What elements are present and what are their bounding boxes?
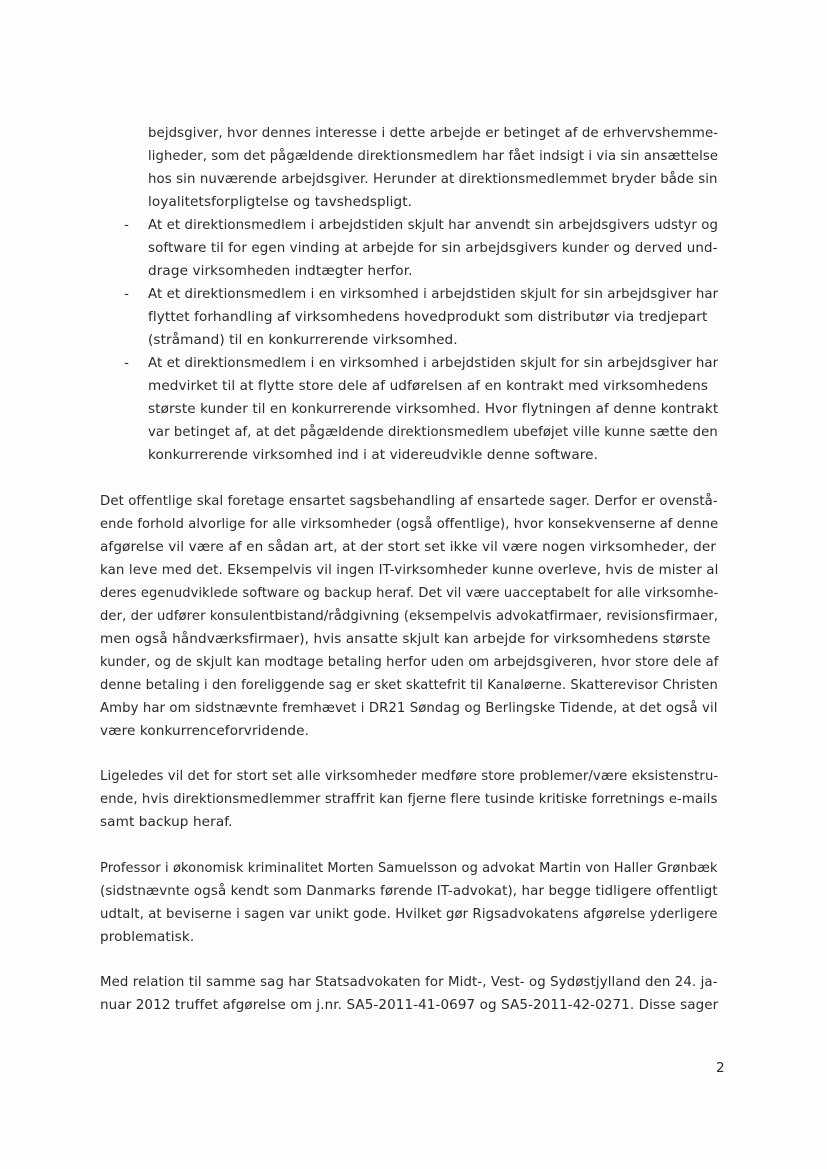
- text-line: Med relation til samme sag har Statsadvokaten for Midt-, Vest- og Sydøstjylland den 24. ja-: [100, 974, 718, 990]
- text-line: men også håndværksfirmaer), hvis ansatte skjult kan arbejde for virksomhedens største: [100, 631, 711, 647]
- text-line: ende, hvis direktionsmedlemmer straffrit kan fjerne flere tusinde kritiske forretnings e-mails: [100, 791, 718, 807]
- text-line: være konkurrenceforvridende.: [100, 723, 310, 739]
- bullet-marker: -: [124, 355, 129, 371]
- text-line: medvirket til at flytte store dele af udførelsen af en kontrakt med virksomhedens: [148, 378, 709, 394]
- page-number: 2: [716, 1060, 725, 1076]
- bullet-marker: -: [124, 217, 129, 233]
- text-line: Professor i økonomisk kriminalitet Morten Samuelsson og advokat Martin von Haller Grønbæk: [100, 860, 718, 876]
- text-line: ende forhold alvorlige for alle virksomheder (også offentlige), hvor konsekvenserne af denne: [100, 516, 719, 532]
- text-line: kan leve med det. Eksempelvis vil ingen IT-virksomheder kunne overleve, hvis de mister al: [100, 562, 719, 578]
- text-line: bejdsgiver, hvor dennes interesse i dette arbejde er betinget af de erhvervshemme-: [148, 125, 719, 141]
- text-line: At et direktionsmedlem i arbejdstiden skjult har anvendt sin arbejdsgivers udstyr og: [148, 217, 719, 233]
- text-line: (sidstnævnte også kendt som Danmarks førende IT-advokat), har begge tidligere offentligt: [100, 883, 718, 899]
- text-line: største kunder til en konkurrerende virksomhed. Hvor flytningen af denne kontrakt: [148, 401, 719, 417]
- text-line: samt backup heraf.: [100, 814, 233, 830]
- text-line: konkurrerende virksomhed ind i at videreudvikle denne software.: [148, 447, 599, 463]
- text-line: (stråmand) til en konkurrerende virksomhed.: [148, 332, 458, 348]
- text-line: software til for egen vinding at arbejde for sin arbejdsgivers kunder og derved und-: [148, 240, 718, 256]
- text-line: var betinget af, at det pågældende direktionsmedlem ubeføjet ville kunne sætte den: [148, 424, 718, 440]
- text-line: drage virksomheden indtægter herfor.: [148, 263, 413, 279]
- text-line: flyttet forhandling af virksomhedens hovedprodukt som distributør via tredjepart: [148, 309, 708, 325]
- text-line: deres egenudviklede software og backup heraf. Det vil være uacceptabelt for alle virksomhe-: [100, 585, 719, 601]
- text-line: der, der udfører konsulentbistand/rådgivning (eksempelvis advokatfirmaer, revisionsfirmaer,: [100, 608, 719, 624]
- text-line: udtalt, at beviserne i sagen var unikt gode. Hvilket gør Rigsadvokatens afgørelse yderligere: [100, 906, 718, 922]
- text-line: At et direktionsmedlem i en virksomhed i arbejdstiden skjult for sin arbejdsgiver har: [148, 355, 719, 371]
- text-line: nuar 2012 truffet afgørelse om j.nr. SA5-2011-41-0697 og SA5-2011-42-0271. Disse sager: [100, 997, 719, 1013]
- text-line: denne betaling i den foreliggende sag er sket skattefrit til Kanaløerne. Skatterevisor Christen: [100, 677, 718, 693]
- text-line: problematisk.: [100, 929, 195, 945]
- bullet-marker: -: [124, 286, 129, 302]
- text-line: afgørelse vil være af en sådan art, at der stort set ikke vil være nogen virksomheder, der: [100, 539, 717, 555]
- text-line: Det offentlige skal foretage ensartet sagsbehandling af ensartede sager. Derfor er ovenstå-: [100, 493, 718, 509]
- text-line: loyalitetsforpligtelse og tavshedspligt.: [148, 194, 413, 210]
- text-line: Ligeledes vil det for stort set alle virksomheder medføre store problemer/være eksistenstru-: [100, 768, 719, 784]
- text-line: Amby har om sidstnævnte fremhævet i DR21 Søndag og Berlingske Tidende, at det også vil: [100, 700, 718, 716]
- text-line: kunder, og de skjult kan modtage betaling herfor uden om arbejdsgiveren, hvor store dele af: [100, 654, 719, 670]
- text-line: hos sin nuværende arbejdsgiver. Herunder at direktionsmedlemmet bryder både sin: [148, 171, 718, 187]
- text-line: At et direktionsmedlem i en virksomhed i arbejdstiden skjult for sin arbejdsgiver har: [148, 286, 719, 302]
- text-line: ligheder, som det pågældende direktionsmedlem har fået indsigt i via sin ansættelse: [148, 148, 719, 164]
